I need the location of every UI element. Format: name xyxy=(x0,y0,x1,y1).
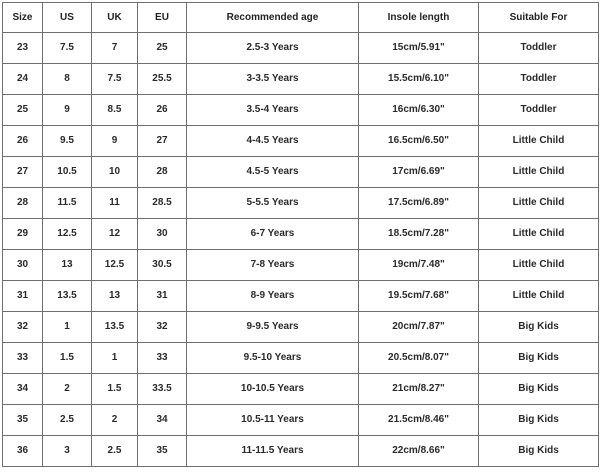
cell-us: 10.5 xyxy=(43,157,92,188)
cell-recommended-age: 9-9.5 Years xyxy=(187,312,359,343)
table-row xyxy=(3,33,599,64)
cell-size: 27 xyxy=(3,157,43,188)
cell-suitable-for: Big Kids xyxy=(479,374,599,405)
cell-size: 26 xyxy=(3,126,43,157)
cell-insole-length: 15.5cm/6.10" xyxy=(359,64,479,95)
cell-suitable-for: Little Child xyxy=(479,281,599,312)
cell-suitable-for: Little Child xyxy=(479,126,599,157)
header-us: US xyxy=(43,3,92,33)
cell-size: 36 xyxy=(3,436,43,467)
cell-size: 35 xyxy=(3,405,43,436)
cell-recommended-age: 3.5-4 Years xyxy=(187,95,359,126)
cell-suitable-for: Big Kids xyxy=(479,405,599,436)
cell-us: 1 xyxy=(43,312,92,343)
cell-insole-length: 16cm/6.30" xyxy=(359,95,479,126)
cell-suitable-for: Little Child xyxy=(479,157,599,188)
cell-uk: 12 xyxy=(92,219,138,250)
cell-uk: 7.5 xyxy=(92,64,138,95)
table-row xyxy=(3,250,599,281)
cell-eu: 25.5 xyxy=(138,64,187,95)
cell-suitable-for: Toddler xyxy=(479,95,599,126)
cell-suitable-for: Big Kids xyxy=(479,343,599,374)
table-row xyxy=(3,64,599,95)
cell-uk: 13.5 xyxy=(92,312,138,343)
cell-us: 7.5 xyxy=(43,33,92,64)
cell-size: 29 xyxy=(3,219,43,250)
cell-insole-length: 15cm/5.91" xyxy=(359,33,479,64)
cell-insole-length: 20.5cm/8.07" xyxy=(359,343,479,374)
cell-insole-length: 19cm/7.48" xyxy=(359,250,479,281)
header-uk: UK xyxy=(92,3,138,33)
table-row xyxy=(3,374,599,405)
header-insole-length: Insole length xyxy=(359,3,479,33)
cell-insole-length: 21.5cm/8.46" xyxy=(359,405,479,436)
cell-eu: 30.5 xyxy=(138,250,187,281)
cell-recommended-age: 5-5.5 Years xyxy=(187,188,359,219)
cell-insole-length: 17.5cm/6.89" xyxy=(359,188,479,219)
cell-recommended-age: 4.5-5 Years xyxy=(187,157,359,188)
table-row xyxy=(3,157,599,188)
cell-recommended-age: 6-7 Years xyxy=(187,219,359,250)
cell-size: 28 xyxy=(3,188,43,219)
size-chart-container xyxy=(2,2,598,472)
header-size: Size xyxy=(3,3,43,33)
table-header xyxy=(3,3,599,33)
header-eu: EU xyxy=(138,3,187,33)
cell-uk: 8.5 xyxy=(92,95,138,126)
cell-size: 31 xyxy=(3,281,43,312)
cell-us: 1.5 xyxy=(43,343,92,374)
cell-size: 34 xyxy=(3,374,43,405)
cell-size: 24 xyxy=(3,64,43,95)
cell-eu: 35 xyxy=(138,436,187,467)
cell-recommended-age: 3-3.5 Years xyxy=(187,64,359,95)
cell-recommended-age: 4-4.5 Years xyxy=(187,126,359,157)
cell-eu: 34 xyxy=(138,405,187,436)
table-row xyxy=(3,405,599,436)
cell-us: 13.5 xyxy=(43,281,92,312)
cell-recommended-age: 10.5-11 Years xyxy=(187,405,359,436)
cell-suitable-for: Little Child xyxy=(479,250,599,281)
cell-insole-length: 18.5cm/7.28" xyxy=(359,219,479,250)
cell-eu: 33 xyxy=(138,343,187,374)
cell-eu: 32 xyxy=(138,312,187,343)
cell-size: 30 xyxy=(3,250,43,281)
cell-insole-length: 21cm/8.27" xyxy=(359,374,479,405)
cell-uk: 2 xyxy=(92,405,138,436)
cell-suitable-for: Little Child xyxy=(479,219,599,250)
cell-us: 2 xyxy=(43,374,92,405)
cell-eu: 26 xyxy=(138,95,187,126)
cell-recommended-age: 7-8 Years xyxy=(187,250,359,281)
cell-us: 11.5 xyxy=(43,188,92,219)
cell-eu: 27 xyxy=(138,126,187,157)
cell-eu: 25 xyxy=(138,33,187,64)
cell-uk: 12.5 xyxy=(92,250,138,281)
cell-insole-length: 22cm/8.66" xyxy=(359,436,479,467)
cell-eu: 28 xyxy=(138,157,187,188)
cell-uk: 10 xyxy=(92,157,138,188)
table-body xyxy=(3,33,599,467)
cell-recommended-age: 8-9 Years xyxy=(187,281,359,312)
size-chart-table xyxy=(2,2,599,467)
cell-uk: 7 xyxy=(92,33,138,64)
cell-size: 23 xyxy=(3,33,43,64)
cell-suitable-for: Big Kids xyxy=(479,436,599,467)
cell-uk: 1 xyxy=(92,343,138,374)
table-row xyxy=(3,343,599,374)
cell-suitable-for: Big Kids xyxy=(479,312,599,343)
cell-eu: 30 xyxy=(138,219,187,250)
header-recommended-age: Recommended age xyxy=(187,3,359,33)
cell-us: 8 xyxy=(43,64,92,95)
cell-us: 9 xyxy=(43,95,92,126)
table-row xyxy=(3,312,599,343)
cell-us: 9.5 xyxy=(43,126,92,157)
cell-uk: 2.5 xyxy=(92,436,138,467)
cell-size: 25 xyxy=(3,95,43,126)
cell-recommended-age: 9.5-10 Years xyxy=(187,343,359,374)
table-row xyxy=(3,95,599,126)
cell-recommended-age: 2.5-3 Years xyxy=(187,33,359,64)
cell-suitable-for: Toddler xyxy=(479,33,599,64)
cell-insole-length: 17cm/6.69" xyxy=(359,157,479,188)
cell-size: 32 xyxy=(3,312,43,343)
cell-insole-length: 19.5cm/7.68" xyxy=(359,281,479,312)
header-suitable-for: Suitable For xyxy=(479,3,599,33)
cell-eu: 33.5 xyxy=(138,374,187,405)
cell-uk: 13 xyxy=(92,281,138,312)
cell-eu: 31 xyxy=(138,281,187,312)
cell-suitable-for: Little Child xyxy=(479,188,599,219)
cell-us: 13 xyxy=(43,250,92,281)
cell-recommended-age: 10-10.5 Years xyxy=(187,374,359,405)
cell-uk: 11 xyxy=(92,188,138,219)
table-row xyxy=(3,126,599,157)
cell-uk: 1.5 xyxy=(92,374,138,405)
table-row xyxy=(3,436,599,467)
cell-us: 2.5 xyxy=(43,405,92,436)
cell-size: 33 xyxy=(3,343,43,374)
table-row xyxy=(3,219,599,250)
cell-us: 12.5 xyxy=(43,219,92,250)
cell-us: 3 xyxy=(43,436,92,467)
header-row xyxy=(3,3,599,33)
table-row xyxy=(3,188,599,219)
table-row xyxy=(3,281,599,312)
cell-eu: 28.5 xyxy=(138,188,187,219)
cell-uk: 9 xyxy=(92,126,138,157)
cell-recommended-age: 11-11.5 Years xyxy=(187,436,359,467)
cell-insole-length: 16.5cm/6.50" xyxy=(359,126,479,157)
cell-suitable-for: Toddler xyxy=(479,64,599,95)
cell-insole-length: 20cm/7.87" xyxy=(359,312,479,343)
